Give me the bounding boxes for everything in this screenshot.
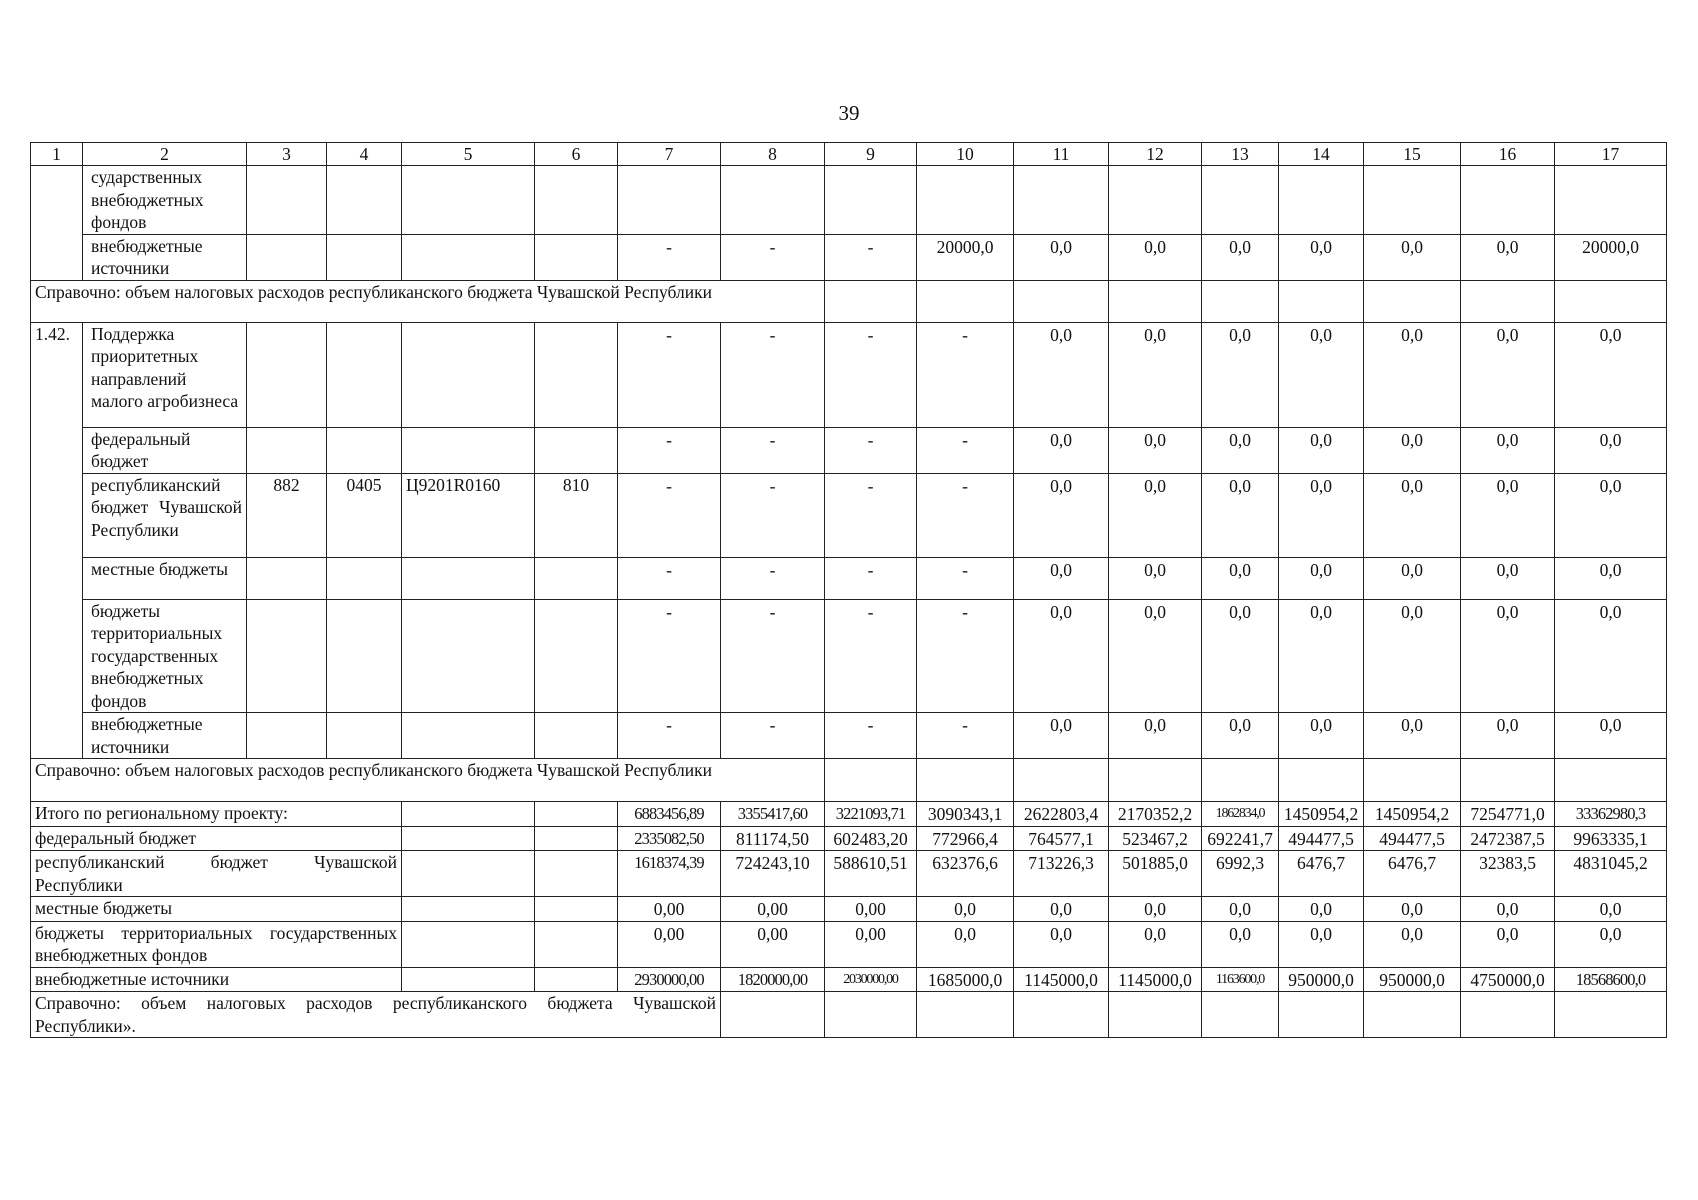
column-header: 12	[1109, 143, 1202, 166]
rz-cell	[327, 427, 402, 473]
column-header: 7	[618, 143, 721, 166]
number-cell	[31, 234, 83, 280]
value-cell: 692241,7	[1202, 826, 1279, 851]
grbs-cell: 882	[247, 473, 327, 557]
table-cell	[1014, 280, 1109, 322]
table-cell	[535, 234, 618, 280]
value-cell	[1364, 166, 1461, 235]
value-cell: 20000,0	[917, 234, 1014, 280]
value-cell: 602483,20	[825, 826, 917, 851]
table-cell	[1461, 759, 1555, 802]
total-row	[31, 802, 1667, 827]
vr-cell	[535, 713, 618, 759]
value-cell: -	[917, 599, 1014, 713]
value-cell: 0,0	[1555, 599, 1667, 713]
total-label: федеральный бюджет	[31, 826, 402, 851]
value-cell: 2335082,50	[618, 826, 721, 851]
value-cell: 950000,0	[1364, 967, 1461, 992]
column-header: 13	[1202, 143, 1279, 166]
value-cell: 1820000,00	[721, 967, 825, 992]
table-cell	[1202, 280, 1279, 322]
value-cell: -	[721, 713, 825, 759]
value-cell: 1618374,39	[618, 851, 721, 897]
value-cell: 0,0	[1109, 427, 1202, 473]
value-cell: 0,0	[1461, 322, 1555, 427]
value-cell: 1163600,0	[1202, 967, 1279, 992]
value-cell: 0,0	[1364, 322, 1461, 427]
value-cell: 0,0	[1202, 234, 1279, 280]
row-label: сударственных внебюджетных фондов	[83, 166, 247, 235]
table-cell	[1109, 280, 1202, 322]
vr-cell	[535, 427, 618, 473]
header-row	[31, 143, 1667, 166]
value-cell: -	[825, 322, 917, 427]
table-cell	[535, 921, 618, 967]
value-cell: 0,0	[1364, 921, 1461, 967]
value-cell: 0,0	[1202, 897, 1279, 922]
vr-cell	[535, 599, 618, 713]
table-cell	[1109, 992, 1202, 1038]
value-cell: 0,0	[1279, 921, 1364, 967]
row-label: федеральный бюджет	[83, 427, 247, 473]
value-cell: 0,0	[1555, 322, 1667, 427]
value-cell: 0,0	[1109, 897, 1202, 922]
table-cell	[1014, 759, 1109, 802]
value-cell: 0,0	[1279, 234, 1364, 280]
table-row	[31, 599, 1667, 713]
table-cell	[917, 992, 1014, 1038]
value-cell: 0,0	[1461, 557, 1555, 599]
value-cell	[1461, 166, 1555, 235]
value-cell: 1450954,2	[1279, 802, 1364, 827]
value-cell: 0,0	[1461, 713, 1555, 759]
value-cell: 523467,2	[1109, 826, 1202, 851]
value-cell	[1555, 166, 1667, 235]
value-cell: 1145000,0	[1014, 967, 1109, 992]
value-cell: 0,0	[1109, 322, 1202, 427]
value-cell: 4831045,2	[1555, 851, 1667, 897]
table-cell	[1109, 759, 1202, 802]
value-cell: -	[825, 713, 917, 759]
value-cell: 0,0	[1555, 713, 1667, 759]
table-cell	[1279, 759, 1364, 802]
value-cell: 0,0	[1279, 427, 1364, 473]
item-number: 1.42.	[31, 322, 83, 427]
value-cell: -	[825, 599, 917, 713]
reference-note: Справочно: объем налоговых расходов республиканского бюджета Чувашской Республики	[31, 280, 825, 322]
value-cell: 0,0	[1014, 322, 1109, 427]
csr-cell	[402, 427, 535, 473]
value-cell: 32383,5	[1461, 851, 1555, 897]
row-label: Поддержка приоритетных направлений малого агробизнеса	[83, 322, 247, 427]
column-header: 15	[1364, 143, 1461, 166]
reference-note: Справочно: объем налоговых расходов республиканского бюджета Чувашской Республики	[31, 759, 825, 802]
grbs-cell	[247, 557, 327, 599]
item-number	[31, 473, 83, 557]
value-cell: -	[721, 473, 825, 557]
column-header: 9	[825, 143, 917, 166]
value-cell: -	[721, 427, 825, 473]
vr-cell: 810	[535, 473, 618, 557]
table-cell	[535, 851, 618, 897]
table-row	[31, 234, 1667, 280]
value-cell: 0,0	[1461, 599, 1555, 713]
table-cell	[1014, 992, 1109, 1038]
table-cell	[327, 234, 402, 280]
value-cell: 0,00	[618, 897, 721, 922]
value-cell: 501885,0	[1109, 851, 1202, 897]
value-cell: -	[618, 234, 721, 280]
value-cell: -	[721, 557, 825, 599]
value-cell: 0,0	[1461, 234, 1555, 280]
table-cell	[247, 234, 327, 280]
value-cell: -	[721, 234, 825, 280]
value-cell: 0,0	[1364, 713, 1461, 759]
vr-cell	[535, 557, 618, 599]
value-cell: 0,0	[1555, 897, 1667, 922]
table-cell	[402, 234, 535, 280]
value-cell: 0,0	[1279, 473, 1364, 557]
value-cell: 0,0	[1279, 322, 1364, 427]
value-cell: 0,00	[721, 921, 825, 967]
value-cell: 0,0	[917, 921, 1014, 967]
table-cell	[1279, 992, 1364, 1038]
value-cell: 18568600,0	[1555, 967, 1667, 992]
value-cell: 724243,10	[721, 851, 825, 897]
total-row	[31, 967, 1667, 992]
row-label: внебюджетные источники	[83, 234, 247, 280]
column-header: 5	[402, 143, 535, 166]
value-cell: -	[618, 599, 721, 713]
value-cell: 2930000,00	[618, 967, 721, 992]
column-header: 17	[1555, 143, 1667, 166]
value-cell: 0,0	[1109, 599, 1202, 713]
value-cell: 0,0	[1555, 921, 1667, 967]
value-cell: 1450954,2	[1364, 802, 1461, 827]
reference-row	[31, 992, 1667, 1038]
value-cell: 0,0	[1109, 713, 1202, 759]
value-cell: -	[917, 427, 1014, 473]
table-cell	[825, 280, 917, 322]
table-cell	[535, 826, 618, 851]
vr-cell	[535, 322, 618, 427]
table-cell	[1461, 992, 1555, 1038]
table-cell	[535, 967, 618, 992]
value-cell: 0,0	[1014, 713, 1109, 759]
value-cell: 1685000,0	[917, 967, 1014, 992]
row-label: бюджеты территориальных государственных внебюджетных фондов	[83, 599, 247, 713]
value-cell: 0,0	[1555, 557, 1667, 599]
value-cell: 0,0	[1461, 921, 1555, 967]
value-cell: 764577,1	[1014, 826, 1109, 851]
item-number	[31, 427, 83, 473]
value-cell: 0,0	[1014, 557, 1109, 599]
table-cell	[1202, 759, 1279, 802]
table-cell	[402, 802, 535, 827]
value-cell: -	[917, 557, 1014, 599]
value-cell: 0,0	[1279, 713, 1364, 759]
value-cell: 0,00	[721, 897, 825, 922]
value-cell: 2622803,4	[1014, 802, 1109, 827]
value-cell	[825, 166, 917, 235]
value-cell: 0,0	[1014, 921, 1109, 967]
table-cell	[1279, 280, 1364, 322]
column-header: 3	[247, 143, 327, 166]
table-cell	[402, 967, 535, 992]
value-cell	[618, 166, 721, 235]
reference-row	[31, 280, 1667, 322]
value-cell: 0,0	[1461, 897, 1555, 922]
table-cell	[1555, 759, 1667, 802]
budget-table	[30, 142, 1667, 1038]
table-row	[31, 713, 1667, 759]
value-cell: 0,0	[1461, 473, 1555, 557]
value-cell: -	[825, 234, 917, 280]
item-number	[31, 599, 83, 713]
table-cell	[917, 759, 1014, 802]
table-cell	[1364, 280, 1461, 322]
table-cell	[1555, 280, 1667, 322]
rz-cell: 0405	[327, 473, 402, 557]
column-header: 2	[83, 143, 247, 166]
value-cell: 494477,5	[1364, 826, 1461, 851]
column-header: 10	[917, 143, 1014, 166]
total-row	[31, 921, 1667, 967]
table-cell	[1461, 280, 1555, 322]
value-cell: 6883456,89	[618, 802, 721, 827]
value-cell: -	[618, 427, 721, 473]
value-cell: 20000,0	[1555, 234, 1667, 280]
table-row	[31, 166, 1667, 235]
value-cell: 0,0	[1014, 473, 1109, 557]
page-number: 39	[838, 101, 860, 125]
value-cell: 0,0	[1461, 427, 1555, 473]
table-cell	[1364, 759, 1461, 802]
value-cell: -	[618, 322, 721, 427]
value-cell: 9963335,1	[1555, 826, 1667, 851]
value-cell: 0,0	[1364, 234, 1461, 280]
value-cell: -	[825, 473, 917, 557]
value-cell: -	[825, 427, 917, 473]
column-header: 1	[31, 143, 83, 166]
value-cell: 0,0	[1555, 427, 1667, 473]
value-cell: 0,0	[1202, 473, 1279, 557]
value-cell: 950000,0	[1279, 967, 1364, 992]
value-cell: -	[917, 473, 1014, 557]
value-cell: 6476,7	[1279, 851, 1364, 897]
value-cell: 6992,3	[1202, 851, 1279, 897]
csr-cell	[402, 599, 535, 713]
value-cell: -	[721, 322, 825, 427]
value-cell: 0,0	[1014, 427, 1109, 473]
value-cell: 0,00	[825, 921, 917, 967]
table-cell	[1555, 992, 1667, 1038]
value-cell: 2030000,00	[825, 967, 917, 992]
value-cell	[1202, 166, 1279, 235]
rz-cell	[327, 599, 402, 713]
total-label: местные бюджеты	[31, 897, 402, 922]
rz-cell	[327, 557, 402, 599]
value-cell: 588610,51	[825, 851, 917, 897]
value-cell: 0,0	[917, 897, 1014, 922]
value-cell: 6476,7	[1364, 851, 1461, 897]
total-row	[31, 826, 1667, 851]
number-cell	[31, 166, 83, 235]
value-cell	[1014, 166, 1109, 235]
value-cell: 0,0	[1202, 921, 1279, 967]
value-cell: -	[721, 599, 825, 713]
value-cell: 494477,5	[1279, 826, 1364, 851]
row-label: местные бюджеты	[83, 557, 247, 599]
total-label: внебюджетные источники	[31, 967, 402, 992]
table-cell	[1364, 992, 1461, 1038]
value-cell: 0,0	[1202, 713, 1279, 759]
value-cell: 0,0	[1364, 473, 1461, 557]
csr-cell	[402, 557, 535, 599]
value-cell: 772966,4	[917, 826, 1014, 851]
value-cell: -	[618, 473, 721, 557]
column-header: 8	[721, 143, 825, 166]
value-cell: 2472387,5	[1461, 826, 1555, 851]
total-row	[31, 897, 1667, 922]
value-cell: 0,0	[1109, 473, 1202, 557]
grbs-cell	[247, 322, 327, 427]
reference-row	[31, 759, 1667, 802]
value-cell: -	[825, 557, 917, 599]
grbs-cell	[247, 713, 327, 759]
table-row	[31, 557, 1667, 599]
item-number	[31, 713, 83, 759]
value-cell: 0,0	[1555, 473, 1667, 557]
value-cell	[1279, 166, 1364, 235]
table-cell	[825, 759, 917, 802]
row-label: республиканский бюджет Чувашской Республики	[83, 473, 247, 557]
value-cell: 0,00	[825, 897, 917, 922]
csr-cell: Ц9201R0160	[402, 473, 535, 557]
table-cell	[535, 166, 618, 235]
table-cell	[535, 802, 618, 827]
value-cell: 3090343,1	[917, 802, 1014, 827]
table-cell	[1202, 992, 1279, 1038]
total-row	[31, 851, 1667, 897]
value-cell: 0,0	[1014, 234, 1109, 280]
value-cell: 0,0	[1279, 599, 1364, 713]
csr-cell	[402, 322, 535, 427]
csr-cell	[402, 713, 535, 759]
value-cell: 0,0	[1279, 897, 1364, 922]
value-cell: 0,0	[1109, 557, 1202, 599]
column-header: 6	[535, 143, 618, 166]
grbs-cell	[247, 599, 327, 713]
table-cell	[247, 166, 327, 235]
table-row	[31, 427, 1667, 473]
column-header: 16	[1461, 143, 1555, 166]
value-cell	[917, 166, 1014, 235]
column-header: 14	[1279, 143, 1364, 166]
value-cell: 0,0	[1109, 921, 1202, 967]
value-cell: 713226,3	[1014, 851, 1109, 897]
value-cell	[1109, 166, 1202, 235]
value-cell: 0,0	[1364, 427, 1461, 473]
table-cell	[327, 166, 402, 235]
total-label: Итого по региональному проекту:	[31, 802, 402, 827]
table-cell	[402, 826, 535, 851]
table-row	[31, 322, 1667, 427]
row-label: внебюджетные источники	[83, 713, 247, 759]
reference-note: Справочно: объем налоговых расходов республиканского бюджета Чувашской Республики».	[31, 992, 721, 1038]
value-cell: 0,0	[1202, 599, 1279, 713]
rz-cell	[327, 713, 402, 759]
table-cell	[917, 280, 1014, 322]
item-number	[31, 557, 83, 599]
column-header: 4	[327, 143, 402, 166]
value-cell: 7254771,0	[1461, 802, 1555, 827]
column-header: 11	[1014, 143, 1109, 166]
value-cell: -	[917, 713, 1014, 759]
rz-cell	[327, 322, 402, 427]
value-cell	[721, 166, 825, 235]
value-cell: -	[618, 557, 721, 599]
table-row	[31, 473, 1667, 557]
value-cell: 1145000,0	[1109, 967, 1202, 992]
value-cell: 0,0	[1014, 599, 1109, 713]
table-cell	[721, 992, 825, 1038]
value-cell: 0,0	[1202, 427, 1279, 473]
table-cell	[402, 851, 535, 897]
value-cell: 0,0	[1202, 557, 1279, 599]
value-cell: 0,0	[1014, 897, 1109, 922]
table-cell	[535, 897, 618, 922]
value-cell: 0,00	[618, 921, 721, 967]
value-cell: 0,0	[1364, 897, 1461, 922]
table-cell	[402, 921, 535, 967]
total-label: бюджеты территориальных государственных внебюджетных фондов	[31, 921, 402, 967]
value-cell: 3221093,71	[825, 802, 917, 827]
value-cell: 3355417,60	[721, 802, 825, 827]
total-label: республиканский бюджет Чувашской Республики	[31, 851, 402, 897]
grbs-cell	[247, 427, 327, 473]
value-cell: 4750000,0	[1461, 967, 1555, 992]
value-cell: 0,0	[1364, 557, 1461, 599]
value-cell: -	[618, 713, 721, 759]
table-cell	[402, 897, 535, 922]
value-cell: 0,0	[1279, 557, 1364, 599]
value-cell: 0,0	[1109, 234, 1202, 280]
value-cell: 632376,6	[917, 851, 1014, 897]
value-cell: -	[917, 322, 1014, 427]
value-cell: 0,0	[1202, 322, 1279, 427]
value-cell: 1862834,0	[1202, 802, 1279, 827]
value-cell: 33362980,3	[1555, 802, 1667, 827]
table-cell	[402, 166, 535, 235]
value-cell: 0,0	[1364, 599, 1461, 713]
value-cell: 811174,50	[721, 826, 825, 851]
value-cell: 2170352,2	[1109, 802, 1202, 827]
table-cell	[825, 992, 917, 1038]
